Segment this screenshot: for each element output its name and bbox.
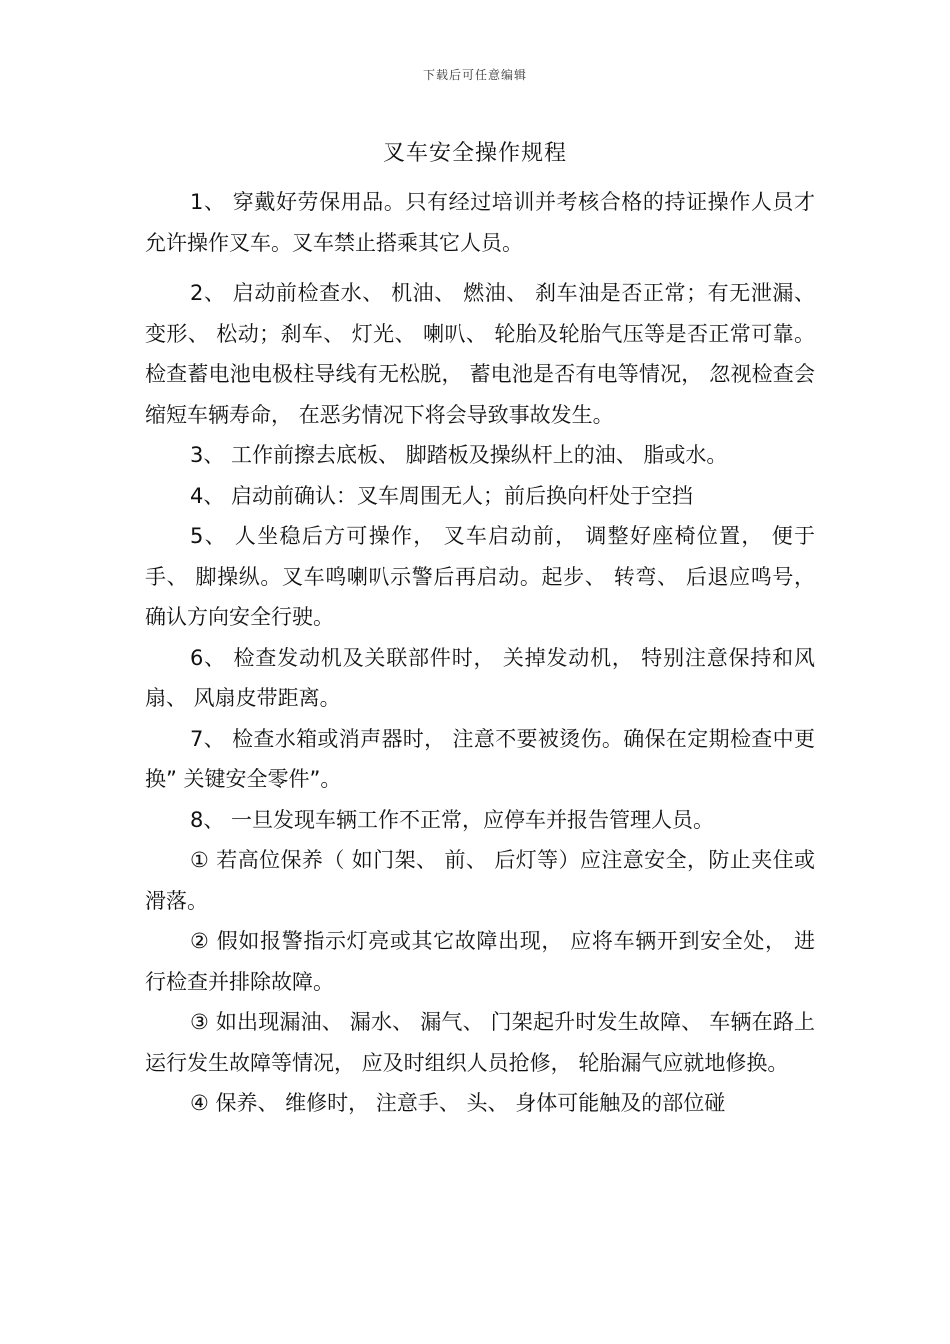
paragraph-6: 6、 检查发动机及关联部件时， 关掉发动机， 特别注意保持和风扇、 风扇皮带距离。: [145, 645, 815, 710]
sub-item-1: ① 若高位保养（ 如门架、 前、 后灯等）应注意安全，防止夹住或滑落。: [145, 848, 815, 913]
paragraph-8: 8、 一旦发现车辆工作不正常，应停车并报告管理人员。: [190, 807, 715, 832]
paragraph-1: 1、 穿戴好劳保用品。只有经过培训并考核合格的持证操作人员才允许操作叉车。叉车禁止搭乘其它人员。: [145, 190, 815, 255]
header-note: 下载后可任意编辑: [422, 68, 527, 82]
document-body: [145, 182, 815, 1124]
paragraph-gap: [145, 263, 815, 273]
paragraph-7: 7、 检查水箱或消声器时， 注意不要被烫伤。确保在定期检查中更换” 关键安全零件”。: [145, 726, 815, 791]
paragraph-4: 4、 启动前确认：叉车周围无人；前后换向杆处于空挡: [190, 483, 694, 508]
paragraph-5: 5、 人坐稳后方可操作， 叉车启动前， 调整好座椅位置， 便于手、 脚操纵。叉车鸣喇叭示警后再启动。起步、 转弯、 后退应鸣号，确认方向安全行驶。: [145, 524, 815, 629]
paragraph-3: 3、 工作前擦去底板、 脚踏板及操纵杆上的油、 脂或水。: [190, 443, 728, 467]
sub-item-3: ③ 如出现漏油、 漏水、 漏气、 门架起升时发生故障、 车辆在路上运行发生故障等情况， 应及时组织人员抢修， 轮胎漏气应就地修换。: [145, 1010, 815, 1075]
sub-item-4: ④ 保养、 维修时， 注意手、 头、 身体可能触及的部位碰: [190, 1091, 726, 1115]
paragraph-2: 2、 启动前检查水、 机油、 燃油、 刹车油是否正常；有无泄漏、 变形、 松动；刹车、 灯光、 喇叭、 轮胎及轮胎气压等是否正常可靠。检查蓄电池电极柱导线有无松脱， 蓄电池是否有电等情况， 忽视检查会缩短车辆寿命， 在恶劣情况下将会导致事故发生。: [145, 281, 815, 427]
document-title: 叉车安全操作规程: [382, 141, 567, 166]
sub-item-2: ② 假如报警指示灯亮或其它故障出现， 应将车辆开到安全处， 进行检查并排除故障。: [145, 929, 815, 994]
